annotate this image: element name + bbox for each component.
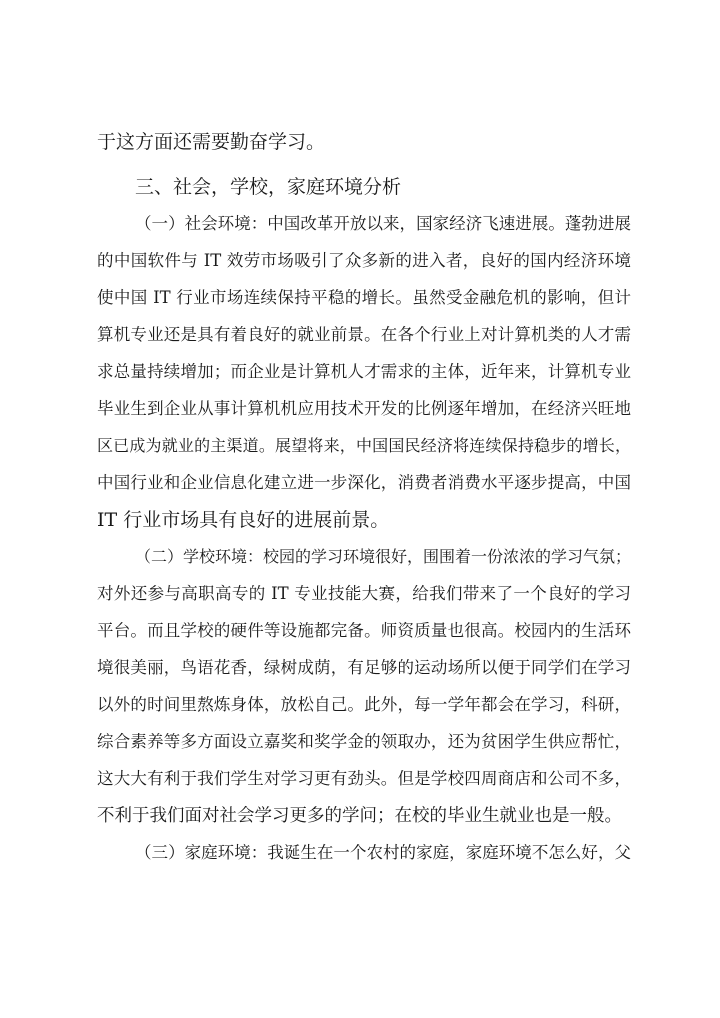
text-line: 不利于我们面对社会学习更多的学问；在校的毕业生就业也是一般。	[97, 806, 622, 826]
text-line: 毕业生到企业从事计算机机应用技术开发的比例逐年增加，在经济兴旺地	[97, 399, 631, 418]
text-line: （三）家庭环境：我诞生在一个农村的家庭，家庭环境不怎么好，父	[135, 843, 631, 862]
text-line: 中国行业和企业信息化建立进一步深化，消费者消费水平逐步提高，中国	[97, 473, 631, 492]
text-line: 对外还参与高职高专的 IT 专业技能大赛，给我们带来了一个良好的学习	[97, 584, 631, 603]
text-line: 区已成为就业的主渠道。展望将来，中国国民经济将连续保持稳步的增长，	[97, 436, 631, 455]
text-line: 平台。而且学校的硬件等设施都完备。师资质量也很高。校园内的生活环	[97, 621, 631, 640]
text-line: 的中国软件与 IT 效劳市场吸引了众多新的进入者，良好的国内经济环境	[97, 251, 631, 270]
text-line: 综合素养等多方面设立嘉奖和奖学金的领取办，还为贫困学生供应帮忙，	[97, 732, 631, 751]
text-line: 这大大有利于我们学生对学习更有劲头。但是学校四周商店和公司不多，	[97, 769, 631, 788]
text-line: （一）社会环境：中国改革开放以来，国家经济飞速进展。蓬勃进展	[135, 214, 631, 233]
text-line: 以外的时间里熬炼身体，放松自己。此外，每一学年都会在学习，科研，	[97, 695, 631, 714]
text-line: IT 行业市场具有良好的进展前景。	[97, 509, 390, 531]
text-line: 使中国 IT 行业市场连续保持平稳的增长。虽然受金融危机的影响，但计	[97, 288, 631, 307]
text-line: 境很美丽，鸟语花香，绿树成荫，有足够的运动场所以便于同学们在学习	[97, 658, 631, 677]
text-line: （二）学校环境：校园的学习环境很好，围围着一份浓浓的学习气氛；	[135, 547, 632, 566]
text-line: 于这方面还需要勤奋学习。	[97, 131, 326, 153]
section-heading: 三、社会，学校，家庭环境分析	[135, 176, 402, 198]
text-line: 求总量持续增加；而企业是计算机人才需求的主体，近年来，计算机专业	[97, 362, 631, 381]
text-line: 算机专业还是具有着良好的就业前景。在各个行业上对计算机类的人才需	[97, 325, 631, 344]
